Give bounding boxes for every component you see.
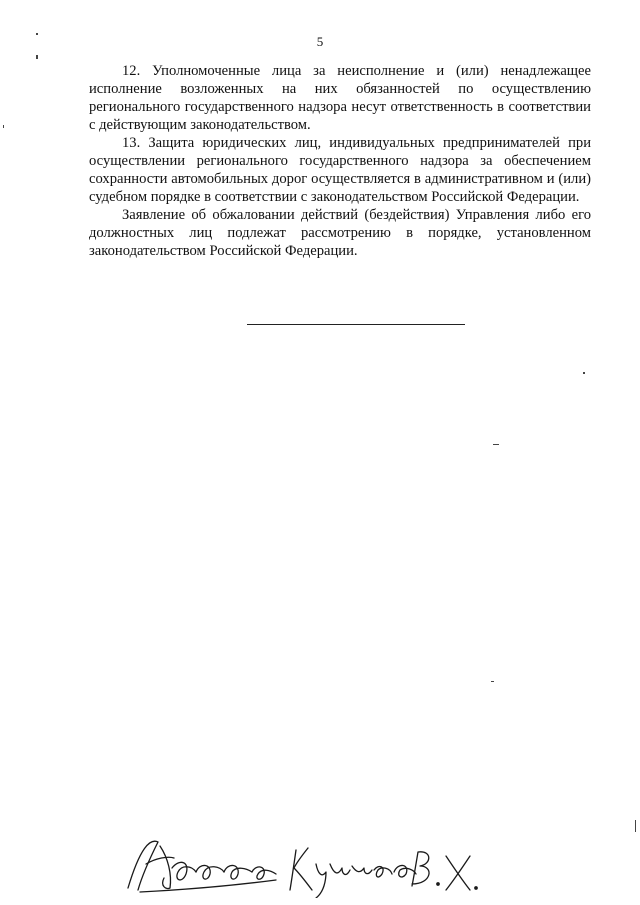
paragraph-13: 13. Защита юридических лиц, индивидуальных предпринимателей при осуществлении регионального государственного надзора за обеспечением сохранности автомобильных дорог осуществляется в административном и (или) судебном порядке в соответствии с законодательством Российской Федерации.: [89, 135, 591, 205]
document-body: [89, 62, 591, 260]
scan-speck: [583, 372, 585, 374]
scan-speck: [36, 33, 38, 35]
paragraph-appeal: Заявление об обжаловании действий (бездействия) Управления либо его должностных лиц подлежат рассмотрению в порядке, установленном законодательством Российской Федерации.: [89, 207, 591, 259]
handwritten-signature: [120, 828, 480, 898]
scan-speck: [635, 820, 636, 832]
separator-line: [247, 324, 465, 325]
scan-speck: [3, 125, 4, 128]
paragraph-12: 12. Уполномоченные лица за неисполнение и (или) ненадлежащее исполнение возложенных на них обязанностей по осуществлению регионального государственного надзора несут ответственность в соответствии с действующим законодательством.: [89, 63, 591, 133]
page-number: 5: [316, 34, 324, 49]
scan-speck: [493, 444, 499, 445]
scan-speck: [36, 55, 38, 59]
scan-speck: [491, 681, 494, 682]
